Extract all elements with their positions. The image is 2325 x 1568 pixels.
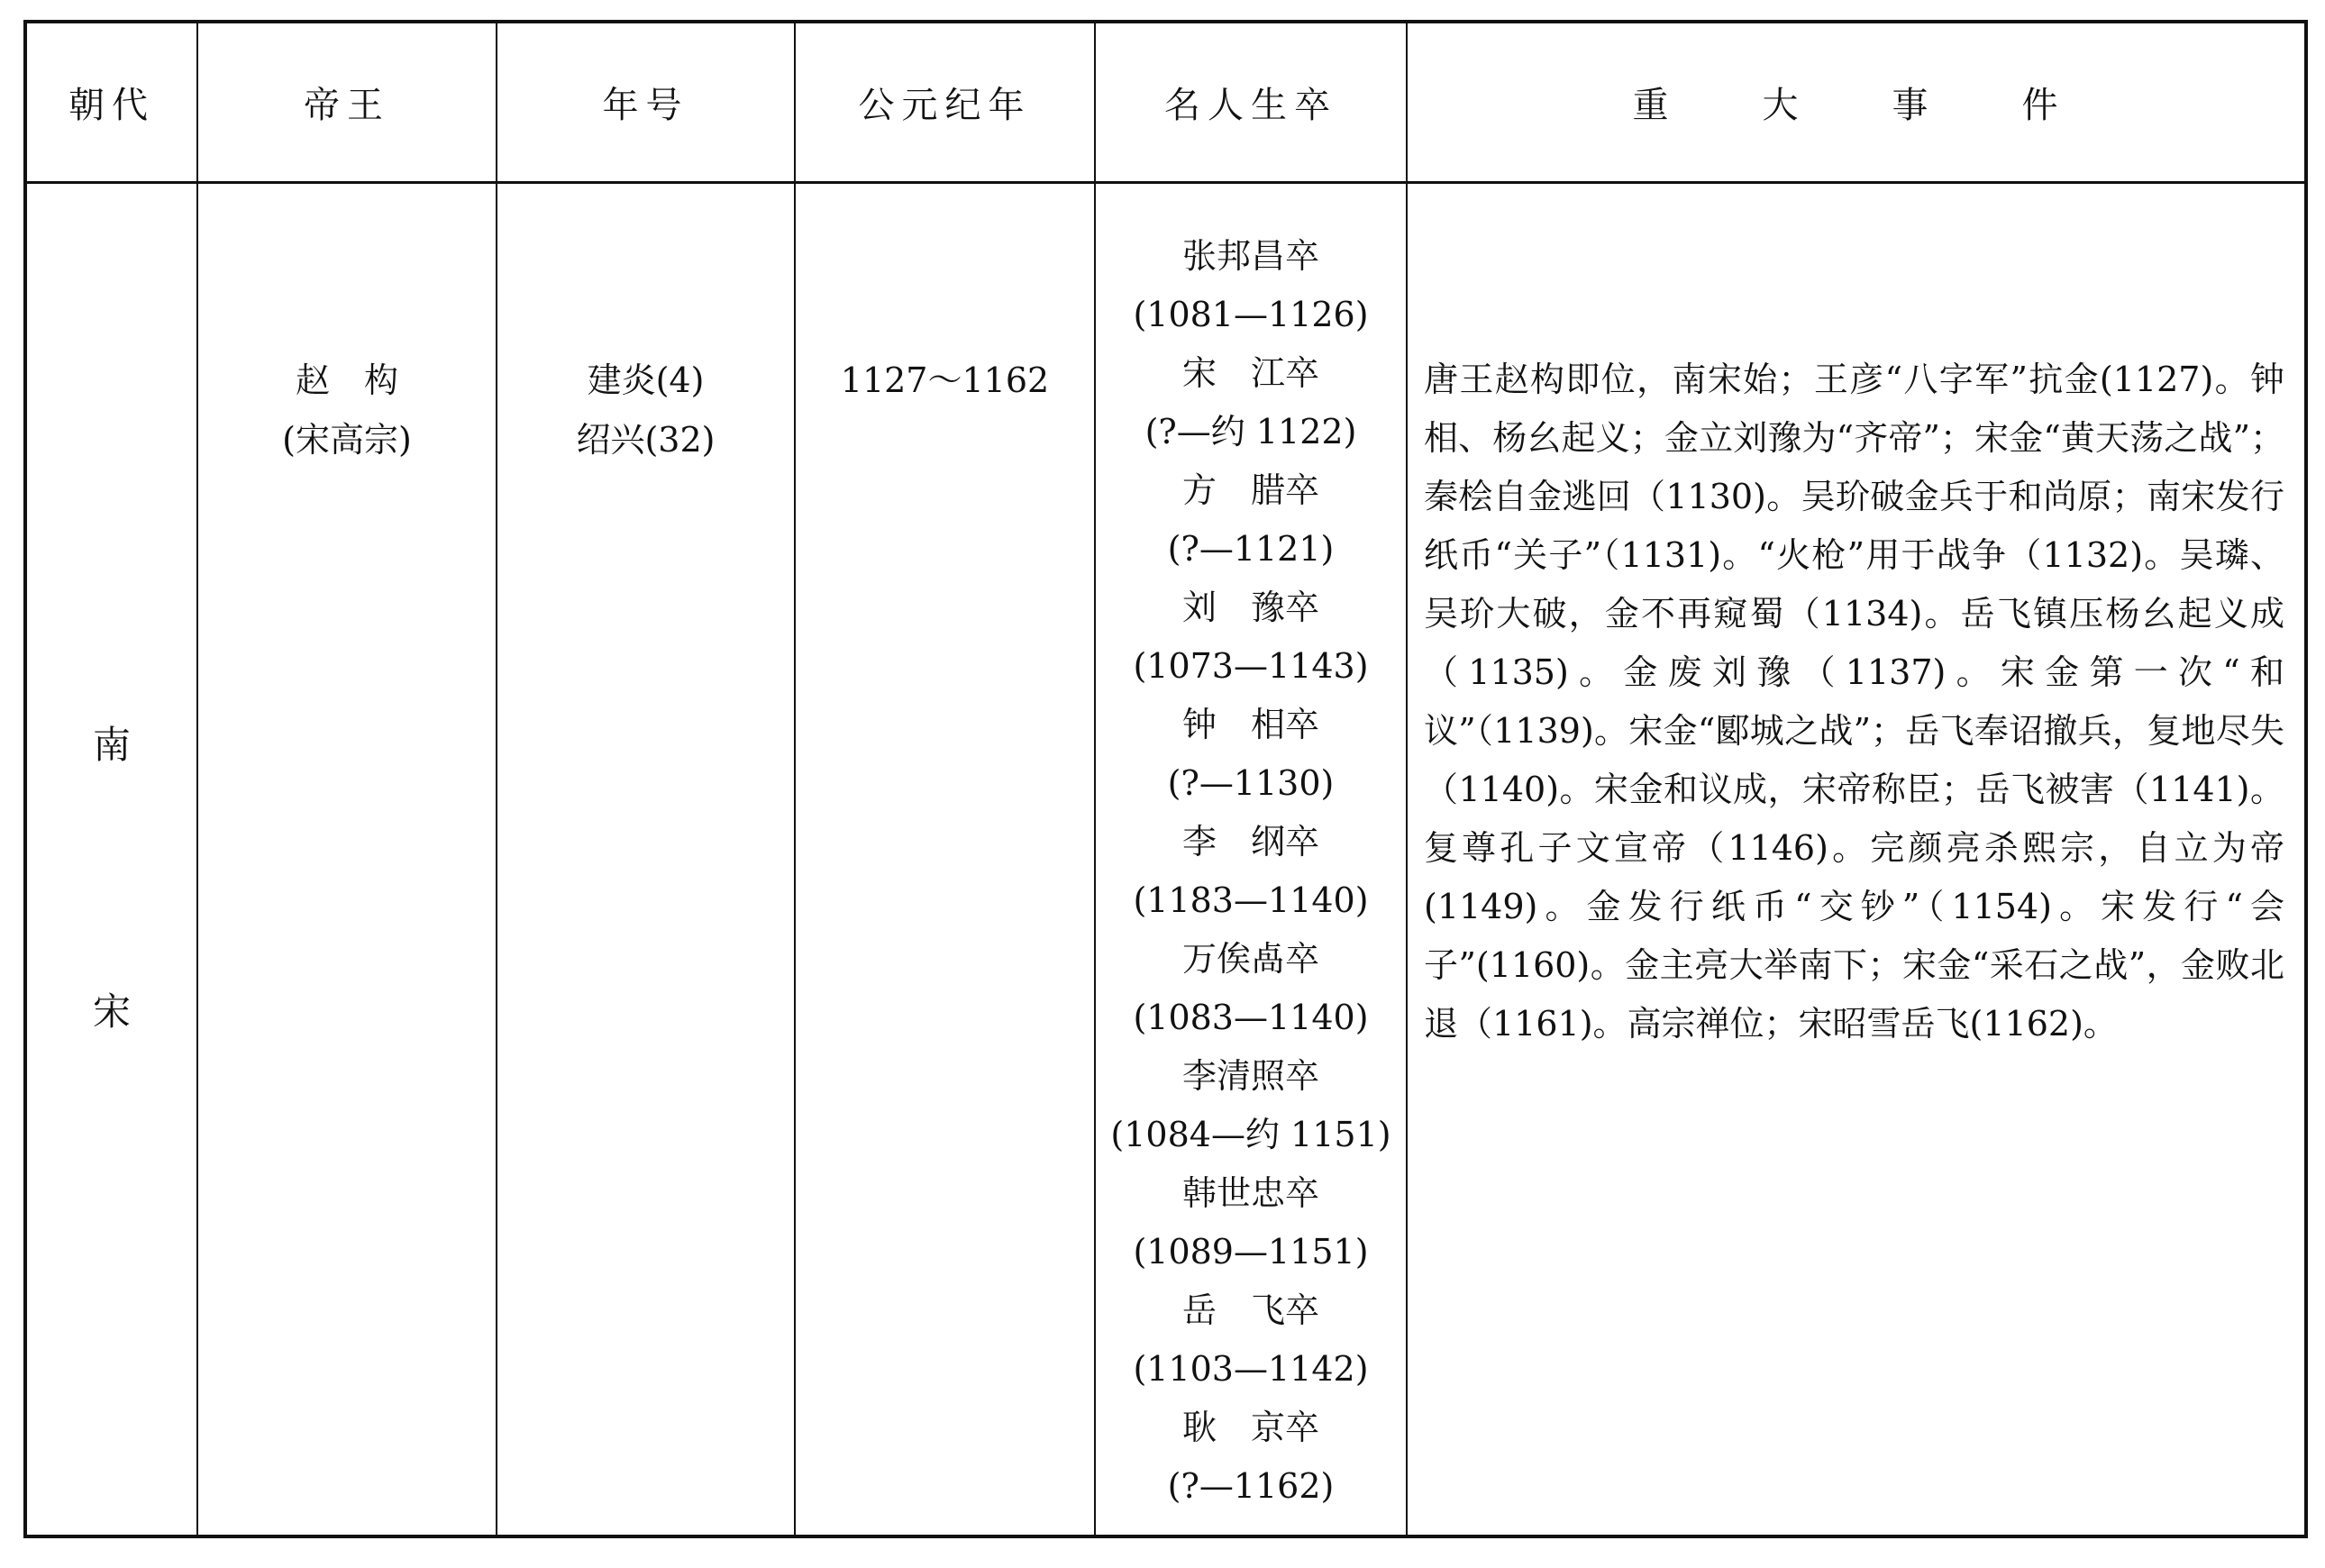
person-name: 李清照卒 [1181, 1056, 1319, 1096]
person-span: (?—1121) [1167, 529, 1335, 569]
header-years: 公元纪年 [795, 23, 1095, 183]
person-span: (?—约 1122) [1144, 412, 1357, 451]
person-span: (1073—1143) [1133, 646, 1369, 686]
person-span: (1103—1142) [1133, 1349, 1369, 1389]
person-span: (1081—1126) [1133, 295, 1369, 334]
person-name: 刘 豫卒 [1181, 588, 1319, 627]
header-era: 年号 [497, 23, 795, 183]
people-list [1096, 184, 1406, 1516]
dynasty-char: 宋 [92, 989, 131, 1034]
era-name: 建炎(4) [587, 360, 705, 400]
emperor-title: (宋高宗) [282, 420, 412, 460]
chronology-table-frame [23, 20, 2308, 1538]
header-dynasty: 朝代 [27, 23, 197, 183]
person-span: (1089—1151) [1133, 1232, 1369, 1272]
chronology-table [27, 23, 2304, 1535]
years-value: 1127～1162 [840, 360, 1050, 400]
person-name: 宋 江卒 [1181, 353, 1319, 393]
person-name: 韩世忠卒 [1181, 1173, 1319, 1213]
era-cell [497, 183, 795, 1536]
person-span: (?—1162) [1167, 1466, 1335, 1506]
person-span: (1083—1140) [1133, 998, 1369, 1037]
person-name: 钟 相卒 [1181, 705, 1319, 744]
era-name: 绍兴(32) [576, 420, 716, 460]
header-emperor: 帝王 [197, 23, 497, 183]
person-span: (1183—1140) [1133, 880, 1369, 920]
table-row [27, 183, 2304, 1536]
person-span: (1084—约 1151) [1110, 1115, 1391, 1154]
events-cell [1407, 183, 2304, 1536]
header-events: 重大事件 [1407, 23, 2304, 183]
emperor-name: 赵 构 [295, 360, 398, 400]
person-name: 万俟卨卒 [1181, 939, 1319, 979]
person-span: (?—1130) [1167, 763, 1335, 803]
dynasty-cell [27, 183, 197, 1536]
person-name: 张邦昌卒 [1181, 236, 1319, 276]
header-people: 名人生卒 [1095, 23, 1407, 183]
person-name: 岳 飞卒 [1181, 1290, 1319, 1330]
people-cell [1095, 183, 1407, 1536]
emperor-cell [197, 183, 497, 1536]
person-name: 耿 京卒 [1181, 1408, 1319, 1447]
header-row [27, 23, 2304, 183]
years-cell [795, 183, 1095, 1536]
person-name: 方 腊卒 [1181, 470, 1319, 510]
person-name: 李 纲卒 [1181, 822, 1319, 861]
events-text: 唐王赵构即位，南宋始；王彦“八字军”抗金(1127)。钟相、杨幺起义；金立刘豫为“齐帝”；宋金“黄天荡之战”；秦桧自金逃回（1130)。吴玠破金兵于和尚原；南宋发行纸币“关子”（1131)。“火枪”用于战争（1132)。吴璘、吴玠大破，金不再窥蜀（1134)。岳飞镇压杨幺起义成（1135)。金废刘豫（1137)。宋金第一次“和议”（1139)。宋金“郾城之战”；岳飞奉诏撤兵，复地尽失（1140)。宋金和议成，宋帝称臣；岳飞被害（1141)。复尊孔子文宣帝（1146)。完颜亮杀熙宗，自立为帝(1149)。金发行纸币“交钞”（1154)。宋发行“会子”(1160)。金主亮大举南下；宋金“采石之战”，金败北退（1161)。高宗禅位；宋昭雪岳飞(1162)。 [1424, 360, 2284, 1044]
dynasty-char: 南 [92, 723, 131, 767]
